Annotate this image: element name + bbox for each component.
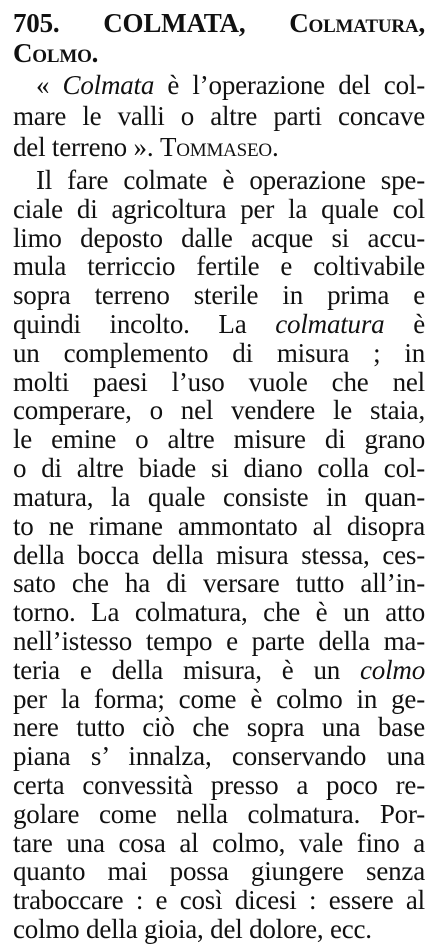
- body-line: sopra terreno sterile in prima e: [13, 280, 425, 311]
- body-line: Il fare colmate è operazione spe-: [36, 165, 425, 195]
- body-line: per la forma; come è colmo in ge-: [13, 683, 425, 714]
- entry-synonym-1: Colmatura: [289, 8, 419, 38]
- body-line: certa convessità presso a poco re-: [13, 769, 425, 800]
- entry-synonym-2: Colmo: [13, 38, 92, 68]
- quote-line-3: [13, 130, 425, 164]
- body-line: mula terriccio fertile e coltivabile: [13, 251, 425, 282]
- body-line: golare come nella colmatura. Por-: [13, 798, 425, 829]
- entry-number: 705.: [13, 8, 60, 38]
- body-line: molti paesi l’uso vuole che nel: [13, 366, 425, 397]
- quote-line-2: mare le valli o altre parti concave: [13, 101, 425, 131]
- body-text: quindi incolto. La: [13, 309, 276, 340]
- body-line: nere tutto ciò che sopra una base: [13, 712, 425, 743]
- heading-period: .: [91, 38, 99, 68]
- heading-comma: ,: [418, 8, 425, 38]
- body-line: le emine o altre misure di grano: [13, 424, 425, 455]
- quote-source: Tommaseo: [159, 132, 272, 162]
- body-term: colmo: [360, 654, 425, 685]
- entry-heading-cont: [13, 36, 425, 70]
- quote-text: del terreno ».: [13, 132, 160, 162]
- body-line: tare una cosa al colmo, vale fino a: [13, 827, 425, 858]
- entry-heading: [13, 6, 425, 40]
- heading-comma: ,: [238, 8, 246, 38]
- quote-period: .: [271, 132, 279, 162]
- entry-headword: COLMATA: [103, 8, 239, 38]
- quote-open: «: [36, 70, 63, 100]
- body-line: matura, la quale consiste in quan-: [13, 481, 425, 512]
- body-text: teria e della misura, è un: [13, 654, 361, 685]
- body-line: torno. La colmatura, che è un atto: [13, 597, 425, 628]
- body-line: comperare, o nel vendere le staia,: [13, 395, 425, 426]
- body-line: quanto mai possa giungere senza: [13, 856, 425, 887]
- body-line: traboccare : e così dicesi : essere al: [13, 885, 425, 916]
- body-line: limo deposto dalle acque si accu-: [13, 222, 425, 253]
- body-line: ciale di agricoltura per la quale col: [13, 193, 425, 224]
- body-line: nell’istesso tempo e parte della ma-: [13, 625, 425, 656]
- body-line: piana s’ innalza, conservando una: [13, 741, 425, 772]
- body-text: è: [384, 309, 425, 340]
- body-line: sato che ha di versare tutto all’in-: [13, 568, 425, 599]
- quote-line-1: [36, 68, 425, 102]
- quote-term: Colmata: [62, 70, 155, 100]
- body-line: colmo della gioia, del dolore, ecc.: [13, 914, 372, 944]
- quote-text: è l’operazione del col-: [154, 70, 425, 100]
- body-line: to ne rimane ammontato al disopra: [13, 510, 425, 541]
- body-line: un complemento di misura ; in: [13, 337, 425, 368]
- body-line: della bocca della misura stessa, ces-: [13, 539, 425, 570]
- body-line: o di altre biade si diano colla col-: [13, 453, 425, 484]
- body-term: colmatura: [275, 309, 385, 340]
